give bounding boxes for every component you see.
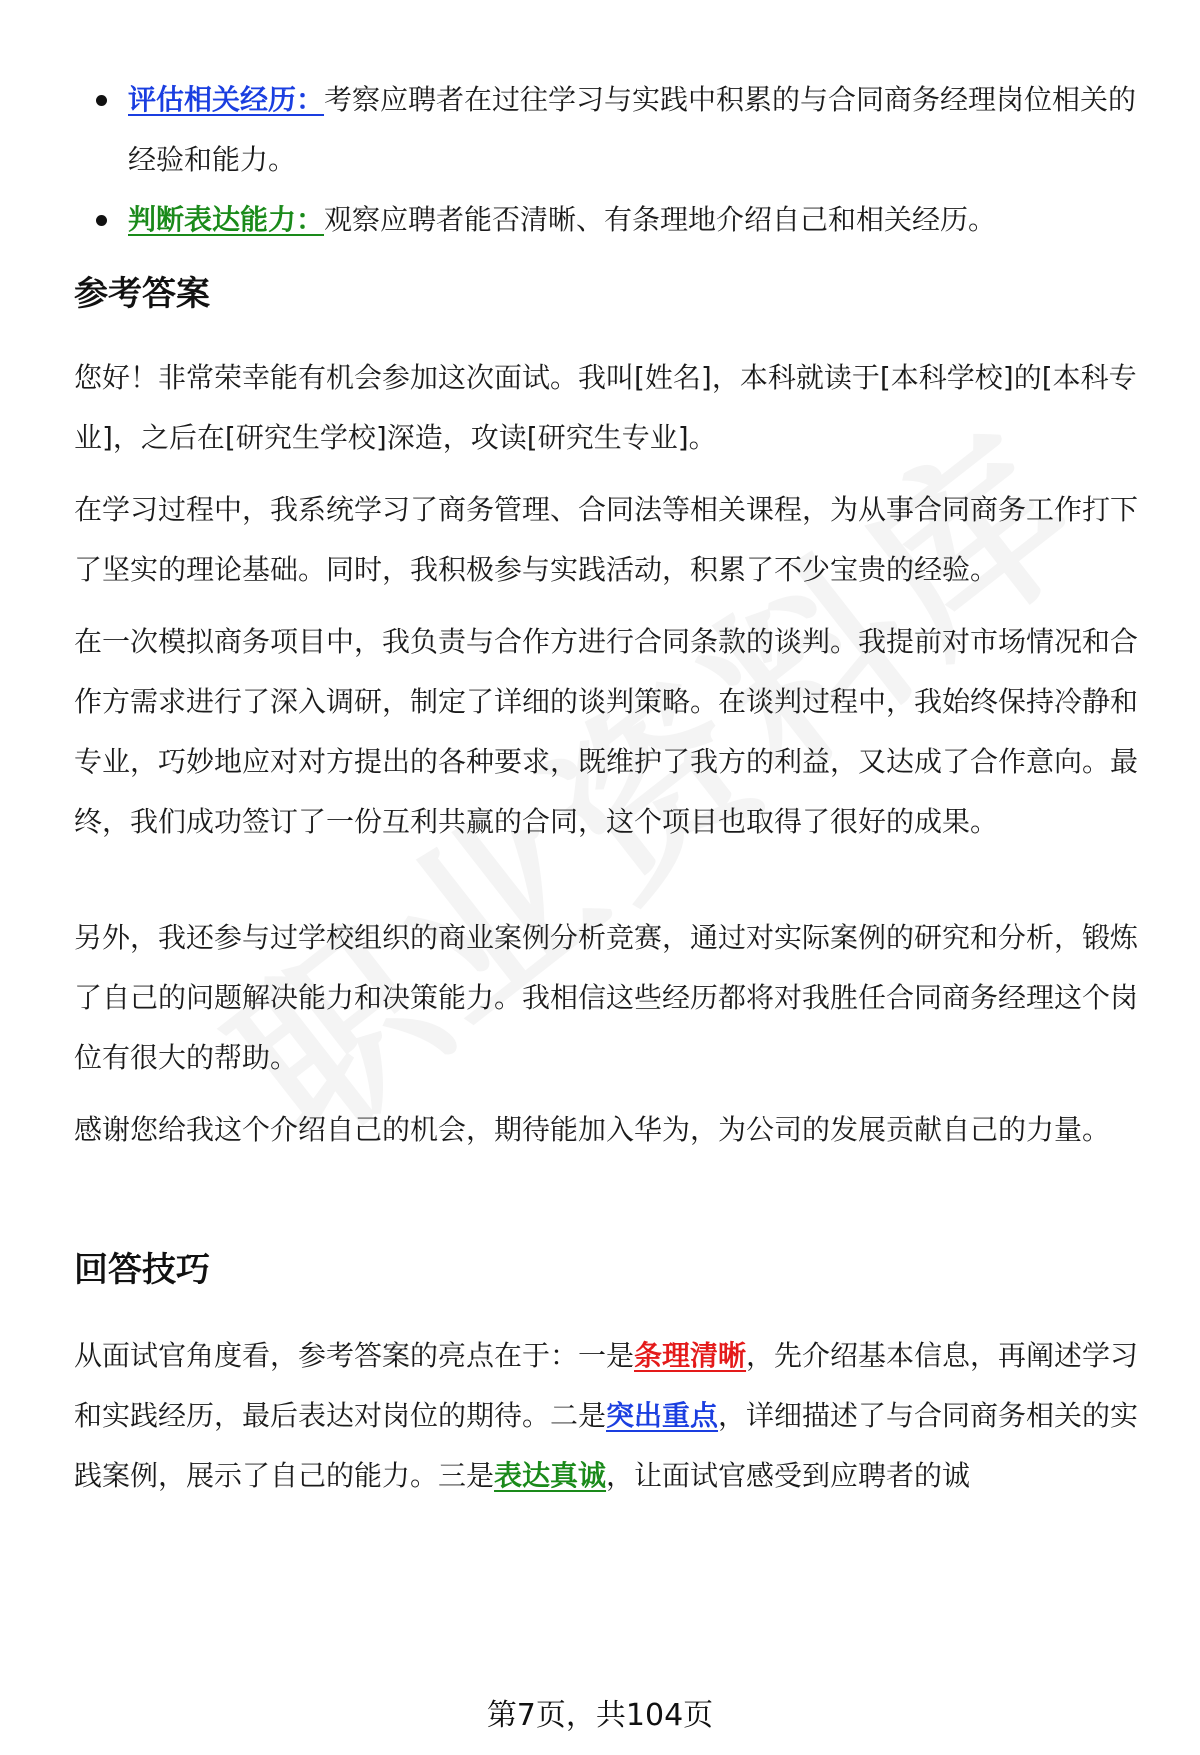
bullet-dot-icon bbox=[96, 95, 107, 106]
tips-text: ，让面试官感受到应聘者的诚 bbox=[606, 1459, 971, 1492]
tips-keyword: 表达真诚 bbox=[494, 1459, 607, 1492]
bullet-text: 考察应聘者在过往学习与实践中积累的与合同商务经理岗位相关的经验和能力。 bbox=[128, 83, 1137, 176]
bullet-dot-icon bbox=[96, 215, 107, 226]
tips-keyword: 突出重点 bbox=[606, 1399, 719, 1432]
paragraph: 在一次模拟商务项目中，我负责与合作方进行合同条款的谈判。我提前对市场情况和合作方需求进行了深入调研，制定了详细的谈判策略。在谈判过程中，我始终保持冷静和专业，巧妙地应对对方提出的各种要求，既维护了我方的利益，又达成了合作意向。最终，我们成功签订了一份互利共赢的合同，这个项目也取得了很好的成果。 bbox=[74, 625, 1139, 838]
paragraph: 在学习过程中，我系统学习了商务管理、合同法等相关课程，为从事合同商务工作打下了坚实的理论基础。同时，我积极参与实践活动，积累了不少宝贵的经验。 bbox=[74, 493, 1139, 586]
tips-keyword: 条理清晰 bbox=[634, 1339, 747, 1372]
criteria-list bbox=[74, 70, 1144, 250]
tips-text: 从面试官角度看，参考答案的亮点在于：一是 bbox=[74, 1339, 635, 1372]
paragraph: 另外，我还参与过学校组织的商业案例分析竞赛，通过对实际案例的研究和分析，锻炼了自己的问题解决能力和决策能力。我相信这些经历都将对我胜任合同商务经理这个岗位有很大的帮助。 bbox=[74, 921, 1139, 1074]
tips-text: ，详细描述了与合同商务相关的实践案例，展示了自己的能力。三是 bbox=[74, 1399, 1139, 1492]
section-title-reference-answer: 参考答案 bbox=[74, 274, 210, 314]
list-item bbox=[74, 190, 1144, 250]
section-title-answer-tips: 回答技巧 bbox=[74, 1250, 210, 1290]
bullet-text: 观察应聘者能否清晰、有条理地介绍自己和相关经历。 bbox=[324, 203, 997, 236]
bullet-keyword: 评估相关经历： bbox=[128, 83, 325, 116]
tips-text: ，先介绍基本信息，再阐述学习和实践经历，最后表达对岗位的期待。二是 bbox=[74, 1339, 1139, 1432]
paragraph: 您好！非常荣幸能有机会参加这次面试。我叫[姓名]，本科就读于[本科学校]的[本科专业]，之后在[研究生学校]深造，攻读[研究生专业]。 bbox=[74, 361, 1137, 454]
bullet-keyword: 判断表达能力： bbox=[128, 203, 325, 236]
paragraph: 感谢您给我这个介绍自己的机会，期待能加入华为，为公司的发展贡献自己的力量。 bbox=[74, 1113, 1111, 1146]
page-number: 第7页，共104页 bbox=[486, 1698, 714, 1733]
list-item bbox=[74, 70, 1144, 190]
tips-paragraph bbox=[74, 1326, 1144, 1506]
